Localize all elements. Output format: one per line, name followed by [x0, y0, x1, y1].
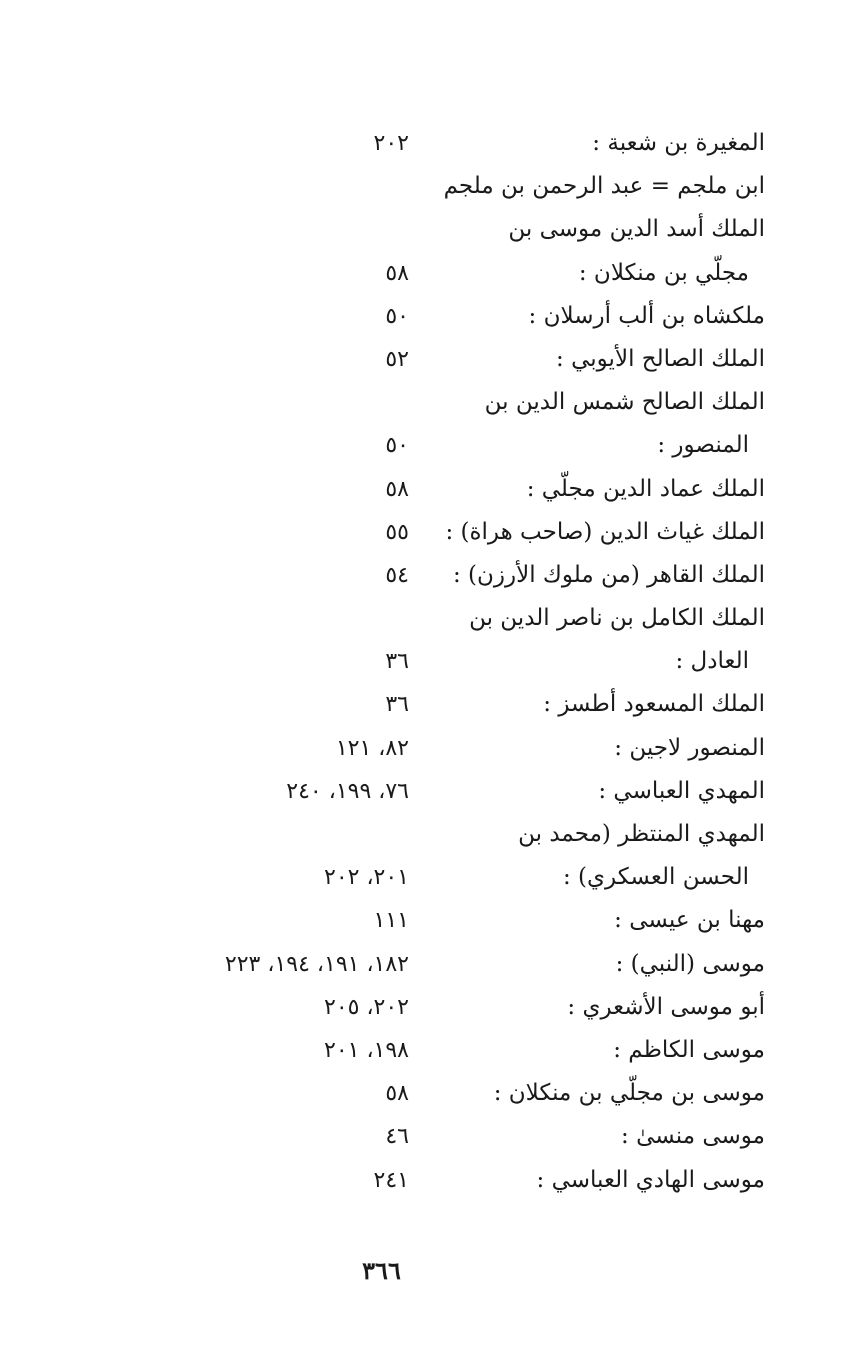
index-entry	[0, 899, 849, 942]
entry-name: المهدي العباسي :	[598, 777, 765, 804]
index-entry	[0, 1115, 849, 1158]
index-entry	[0, 597, 849, 640]
entry-pages: ٧٦، ١٩٩، ٢٤٠	[286, 778, 409, 804]
entry-name-continuation: مجلّي بن منكلان :	[578, 259, 749, 286]
index-entry	[0, 856, 849, 899]
index-entry	[0, 424, 849, 467]
index-entry	[0, 770, 849, 813]
index-entry	[0, 554, 849, 597]
entry-name: الملك الكامل بن ناصر الدين بن	[469, 605, 765, 632]
entry-name: موسى الهادي العباسي :	[536, 1166, 765, 1193]
index-entry	[0, 1072, 849, 1115]
entry-pages: ١٩٨، ٢٠١	[324, 1037, 409, 1063]
entry-pages: ١١١	[373, 908, 409, 934]
index-entry	[0, 511, 849, 554]
entry-name: المهدي المنتظر (محمد بن	[518, 821, 765, 847]
entry-name: أبو موسى الأشعري :	[567, 993, 765, 1020]
entry-name: المغيرة بن شعبة :	[592, 130, 765, 156]
index-entries	[0, 122, 849, 1202]
entry-pages: ٨٢، ١٢١	[335, 735, 409, 761]
index-entry	[0, 727, 849, 770]
entry-pages: ٥٨	[385, 260, 409, 286]
entry-name: الملك أسد الدين موسى بن	[508, 216, 765, 243]
entry-pages: ٢٠٢، ٢٠٥	[324, 994, 409, 1020]
entry-name: الملك الصالح شمس الدين بن	[484, 389, 765, 416]
index-entry	[0, 813, 849, 856]
entry-name: ابن ملجم = عبد الرحمن بن ملجم	[443, 173, 765, 200]
index-entry	[0, 122, 849, 165]
index-entry	[0, 683, 849, 726]
entry-pages: ٥٥	[385, 519, 409, 545]
entry-pages: ٥٨	[385, 1081, 409, 1107]
entry-pages: ٢٠٢	[373, 131, 409, 156]
entry-pages: ٥٢	[385, 346, 409, 372]
page-number	[0, 1256, 849, 1285]
entry-pages: ٢٤١	[373, 1167, 409, 1193]
index-entry	[0, 295, 849, 338]
index-entry	[0, 468, 849, 511]
entry-name: موسى الكاظم :	[613, 1036, 765, 1063]
entry-name: الملك عماد الدين مجلّي :	[526, 475, 765, 502]
entry-name: موسى (النبي) :	[615, 950, 765, 977]
index-entry	[0, 1029, 849, 1072]
index-entry	[0, 943, 849, 986]
index-entry	[0, 338, 849, 381]
entry-name: موسى بن مجلّي بن منكلان :	[493, 1080, 765, 1107]
entry-pages: ٥٨	[385, 476, 409, 502]
index-entry	[0, 208, 849, 251]
index-entry	[0, 640, 849, 683]
index-entry	[0, 252, 849, 295]
entry-name-continuation: المنصور :	[657, 432, 749, 459]
entry-pages: ٥٠	[385, 303, 409, 329]
entry-pages: ٤٦	[385, 1124, 409, 1150]
entry-name: موسى منسىٰ :	[621, 1123, 765, 1150]
index-entry	[0, 381, 849, 424]
page-number-text: ٣٦٦	[362, 1256, 401, 1285]
entry-pages: ٢٠١، ٢٠٢	[324, 865, 409, 891]
entry-name: الملك القاهر (من ملوك الأرزن) :	[452, 561, 765, 588]
entry-pages: ٣٦	[385, 649, 409, 675]
entry-name: ملكشاه بن ألب أرسلان :	[528, 302, 765, 329]
entry-pages: ٣٦	[385, 692, 409, 718]
index-entry	[0, 986, 849, 1029]
entry-name: الملك المسعود أطسز :	[543, 691, 765, 718]
index-entry	[0, 1159, 849, 1202]
entry-pages: ٥٠	[385, 433, 409, 459]
entry-name: المنصور لاجين :	[614, 734, 765, 761]
entry-name: مهنا بن عيسى :	[614, 907, 765, 934]
entry-name: الملك الصالح الأيوبي :	[556, 345, 765, 372]
entry-name: الملك غياث الدين (صاحب هراة) :	[445, 518, 765, 545]
entry-name-continuation: الحسن العسكري) :	[562, 864, 749, 891]
entry-name-continuation: العادل :	[675, 648, 749, 675]
entry-pages: ٥٤	[385, 562, 409, 588]
entry-pages: ١٨٢، ١٩١، ١٩٤، ٢٢٣	[224, 951, 409, 977]
index-entry	[0, 165, 849, 208]
